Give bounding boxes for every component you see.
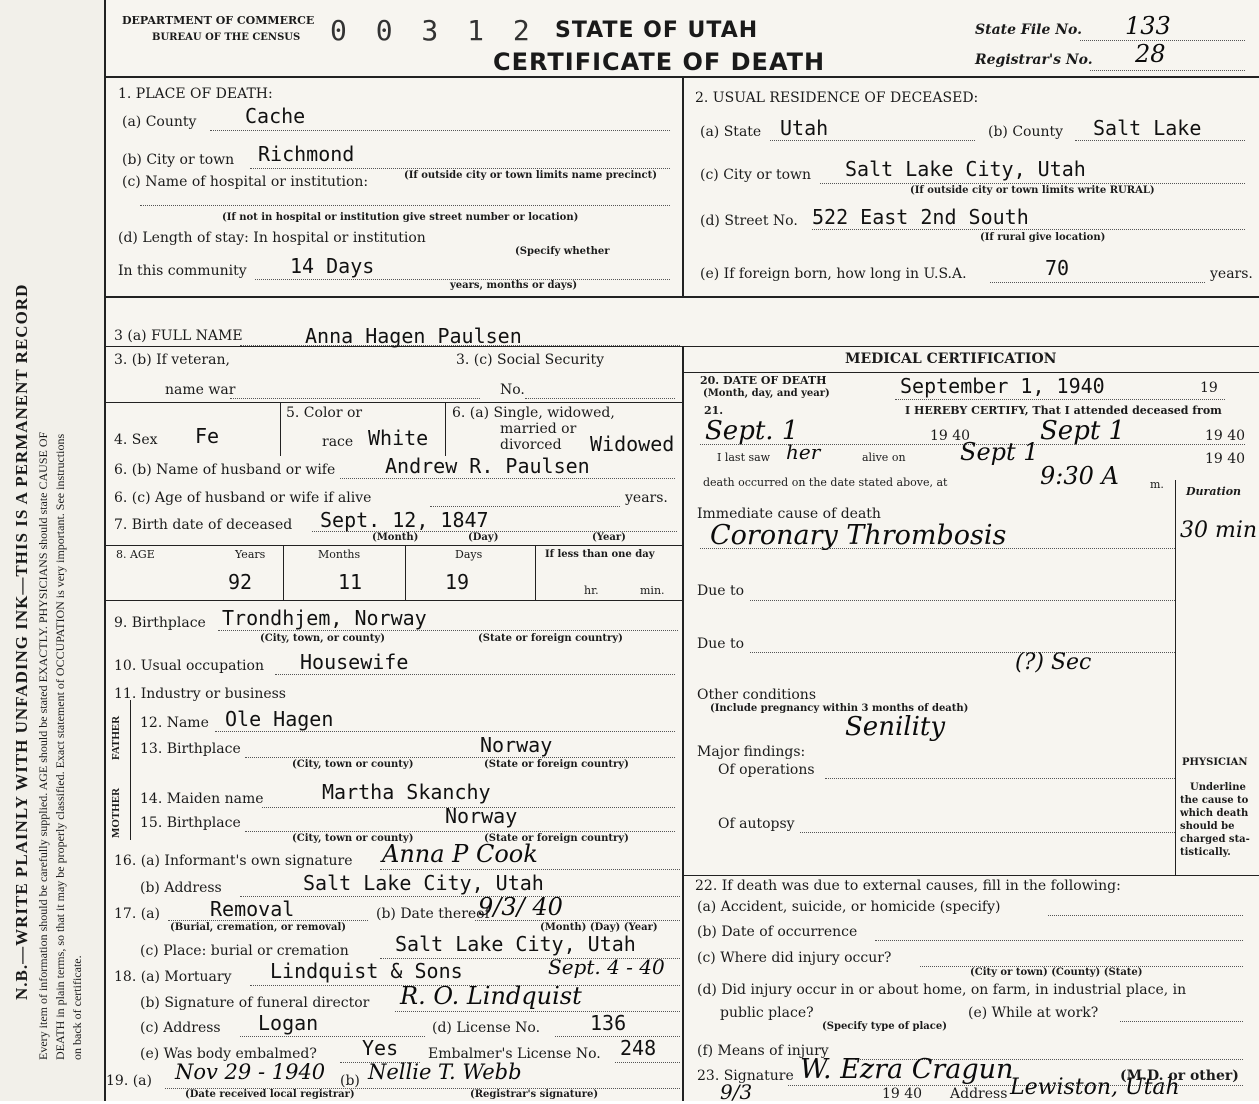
hospital-label: (c) Name of hospital or institution: [122,174,369,190]
age-years-label: Years [235,548,266,561]
filed-date: Nov 29 - 1940 [175,1060,326,1084]
birth-date-value: Sept. 12, 1847 [320,508,489,532]
ss-number-label: No. [500,382,525,398]
informant-address: Salt Lake City, Utah [303,871,544,895]
physician-label: PHYSICIAN [1182,757,1248,768]
rule [380,869,680,870]
mortuary-label: 18. (a) Mortuary [114,969,232,985]
rule [1120,1021,1243,1022]
registrar-number: 28 [1135,40,1166,68]
city-county-note: (City, town, or county) [260,633,385,644]
rule [812,229,1245,230]
due-to-1-label: Due to [697,583,745,599]
rule [825,778,1175,779]
instruction-line: DEATH in plain terms, so that it may be properly classified. Exact statement of OCCUPATION is very important. See instructions [53,433,67,1060]
res-state-value: Utah [780,116,829,140]
marital-label-3: divorced [500,437,562,453]
race-label: race [322,434,354,450]
res-county-label: (b) County [988,124,1064,140]
age-label: 8. AGE [116,548,155,561]
mortuary-address: Logan [258,1011,319,1035]
injury-place-label: (d) Did injury occur in or about home, on farm, in industrial place, in [697,982,1187,998]
rule [140,205,670,206]
informant-address-label: (b) Address [140,880,222,896]
rule [1048,915,1243,916]
attended-to: Sept 1 [1040,416,1126,446]
date-of-occurrence-label: (b) Date of occurrence [697,924,858,940]
rule [395,1011,680,1012]
dod-19-label: 19 [1200,380,1218,396]
mother-side-label: MOTHER [110,787,122,838]
last-saw-label: I last saw [717,451,771,464]
age-days-label: Days [455,548,483,561]
foreign-born-value: 70 [1045,256,1070,280]
age-months-value: 11 [338,570,363,594]
serial-stamp: 0 0 3 1 2 [330,14,536,47]
informant-signature: Anna P Cook [382,840,538,868]
city-value: Richmond [258,142,355,166]
rule [230,398,480,399]
registrar-signature: Nellie T. Webb [368,1060,522,1084]
industry-label: 11. Industry or business [114,686,286,702]
injury-location-note: (City or town) (County) (State) [970,967,1143,978]
state-file-number: 133 [1125,12,1171,40]
last-saw-value: Sept 1 [960,438,1039,466]
father-birthplace-label: 13. Birthplace [140,741,241,757]
filed-label: 19. (a) [106,1073,152,1089]
rural-city-note: (If outside city or town limits write RURAL) [910,185,1155,196]
rule [210,130,670,131]
certificate-title: CERTIFICATE OF DEATH [493,48,826,76]
spouse-value: Andrew R. Paulsen [385,454,590,478]
instruction-line: Every item of information should be carefully supplied. AGE should be stated EXACTLY. PHYSICIANS should state CAUSE OF [36,431,50,1060]
divider [405,545,406,600]
at-work-label: (e) While at work? [968,1005,1099,1021]
stay-label: (d) Length of stay: In hospital or institution [118,230,426,246]
signature-label: 23. Signature [697,1068,794,1084]
res-state-label: (a) State [700,124,762,140]
veteran-label: 3. (b) If veteran, [114,352,230,368]
accident-label: (a) Accident, suicide, or homicide (specify) [697,899,1001,915]
foreign-born-label: (e) If foreign born, how long in U.S.A. [700,266,967,282]
other-conditions-value: Senility [845,712,946,742]
mother-name-value: Martha Skanchy [322,780,491,804]
license-label: (d) License No. [432,1020,541,1036]
rule [218,630,678,631]
divider [104,402,682,403]
signature-address: Lewiston, Utah [1010,1075,1180,1100]
rule [240,896,680,897]
rule [275,674,675,675]
injury-location-label: (c) Where did injury occur? [697,950,892,966]
embalmed-label: (e) Was body embalmed? [140,1046,317,1062]
father-birthplace-value: Norway [480,733,553,757]
underline-note-6: tistically. [1180,847,1231,858]
rule [245,831,675,832]
divider [1175,480,1176,875]
divider [682,76,684,298]
hr-label: hr. [584,584,599,597]
street-note: (If not in hospital or institution give street number or location) [222,212,579,223]
mother-name-label: 14. Maiden name [140,791,264,807]
day-note: (Day) [468,532,499,543]
divider [104,296,1259,298]
marital-label-2: married or [500,421,577,437]
rule [1075,140,1245,141]
marital-label: 6. (a) Single, widowed, [452,405,615,421]
rule [615,1062,680,1063]
disposition-label: 17. (a) [114,906,160,922]
community-value: 14 Days [290,254,375,278]
divider [104,600,682,601]
full-name-value: Anna Hagen Paulsen [305,324,522,348]
war-label: name war [165,382,236,398]
divider [283,545,284,600]
time-of-death: 9:30 A [1040,462,1119,490]
funeral-director-signature: R. O. Lindquist [400,982,582,1010]
father-side-label: FATHER [110,715,122,760]
divider [535,545,536,600]
mdy-note: (Month) (Day) (Year) [540,922,658,933]
instruction-line: on back of certificate. [70,955,84,1060]
informant-label: 16. (a) Informant's own signature [114,853,353,869]
rule [875,940,1243,941]
rule [250,168,670,169]
age-days-value: 19 [445,570,470,594]
m-label: m. [1150,478,1164,491]
last-saw-pronoun: her [786,440,821,464]
divider [684,372,1259,373]
full-name-label: 3 (a) FULL NAME [114,328,243,344]
disposition-date-label: (b) Date thereof [376,906,490,922]
mother-birthplace-value: Norway [445,804,518,828]
license-value: 136 [590,1011,627,1035]
occupation-value: Housewife [300,650,409,674]
department-label: DEPARTMENT OF COMMERCE [122,14,315,27]
operations-label: Of operations [718,762,815,778]
divider [445,402,446,456]
certify-text: I HEREBY CERTIFY, That I attended deceased from [905,404,1222,417]
permanent-record-notice: N.B.—WRITE PLAINLY WITH UNFADING INK—THIS IS A PERMANENT RECORD [12,283,31,1000]
date-of-death-note: (Month, day, and year) [703,388,830,399]
registrar-label: Registrar's No. [975,52,1093,68]
mortuary-value: Lindquist & Sons [270,959,463,983]
rule [245,757,675,758]
rule [525,398,675,399]
other-conditions-mark: (?) Sec [1015,650,1092,675]
time-label: death occurred on the date stated above, at [703,476,948,489]
rule [750,600,1175,601]
registrar-note: (Registrar's signature) [470,1089,599,1100]
bureau-label: BUREAU OF THE CENSUS [152,32,301,43]
rule [430,506,620,507]
divider [682,346,684,1101]
signature-year: 19 40 [882,1086,923,1102]
years-label: years. [625,490,668,506]
birthplace-value: Trondhjem, Norway [222,606,427,630]
ymd-note: years, months or days) [450,280,578,291]
state-country-note: (State or foreign country) [484,759,629,770]
divider [104,545,682,546]
hospital-note: (If outside city or town limits name precinct) [404,170,657,181]
embalmer-license-label: Embalmer's License No. [428,1046,601,1062]
county-value: Cache [245,104,306,128]
res-street-label: (d) Street No. [700,213,798,229]
state-title: STATE OF UTAH [555,18,759,43]
sex-value: Fe [195,424,220,448]
underline-note-2: the cause to [1180,795,1249,806]
father-name-label: 12. Name [140,715,209,731]
specify-note: (Specify whether [515,246,610,257]
physician-signature: W. Ezra Cragun [800,1054,1014,1085]
cause-duration: 30 min [1180,518,1258,543]
rule [340,478,675,479]
registrar-signature-label: (b) [340,1073,360,1089]
rule [1090,70,1245,71]
state-country-note: (State or foreign country) [484,833,629,844]
medical-certification-title: MEDICAL CERTIFICATION [845,351,1057,367]
spouse-label: 6. (b) Name of husband or wife [114,462,336,478]
place-type-note: (Specify type of place) [822,1021,947,1032]
community-label: In this community [118,263,247,279]
rule [215,731,675,732]
age-years-value: 92 [228,570,253,594]
res-county-value: Salt Lake [1093,116,1202,140]
embalmed-value: Yes [362,1036,399,1060]
due-to-2-label: Due to [697,636,745,652]
rule [770,140,975,141]
less-than-day-label: If less than one day [545,549,655,560]
md-label: (M.D. or other) [1120,1068,1239,1084]
date-of-death-value: September 1, 1940 [900,374,1105,398]
duration-label: Duration [1186,485,1242,498]
divider [684,875,1259,876]
birth-date-label: 7. Birth date of deceased [114,517,293,533]
filed-note: (Date received local registrar) [185,1089,355,1100]
autopsy-label: Of autopsy [718,816,795,832]
rural-location-note: (If rural give location) [980,232,1106,243]
underline-note-5: charged sta- [1180,834,1250,845]
rule [990,282,1205,283]
years-label: years. [1210,266,1253,282]
signature-date: 9/3 [720,1080,753,1104]
birthplace-label: 9. Birthplace [114,615,206,631]
social-security-label: 3. (c) Social Security [456,352,605,368]
burial-value: Salt Lake City, Utah [395,932,636,956]
underline-note-1: Underline [1190,782,1246,793]
immediate-cause-label: Immediate cause of death [697,506,881,522]
funeral-director-label: (b) Signature of funeral director [140,995,370,1011]
color-label: 5. Color or [286,405,363,421]
city-label: (b) City or town [122,152,235,168]
instructions-sidebar [0,0,106,1101]
res-city-value: Salt Lake City, Utah [845,157,1086,181]
date-of-death-label: 20. DATE OF DEATH [700,374,827,387]
place-of-death-title: 1. PLACE OF DEATH: [118,86,273,102]
signature-address-label: Address [950,1086,1008,1102]
res-street-value: 522 East 2nd South [812,205,1029,229]
rule [555,1036,680,1037]
rule [895,399,1225,400]
embalmer-license-value: 248 [620,1036,657,1060]
rule [820,183,1245,184]
month-note: (Month) [372,532,419,543]
spouse-age-label: 6. (c) Age of husband or wife if alive [114,490,372,506]
mortuary-date: Sept. 4 - 40 [548,955,665,979]
city-county-note: (City, town or county) [292,759,414,770]
mortuary-address-label: (c) Address [140,1020,221,1036]
major-findings-label: Major findings: [697,744,806,760]
disposition-note: (Burial, cremation, or removal) [170,922,346,933]
state-file-label: State File No. [975,22,1083,38]
external-causes-title: 22. If death was due to external causes, fill in the following: [695,878,1121,894]
attended-year-2: 19 40 [1205,428,1246,444]
county-label: (a) County [122,114,197,130]
underline-note-4: should be [1180,821,1235,832]
other-conditions-label: Other conditions [697,687,817,703]
residence-title: 2. USUAL RESIDENCE OF DECEASED: [695,90,979,106]
divider [130,700,131,840]
occupation-label: 10. Usual occupation [114,658,264,674]
sex-label: 4. Sex [114,432,158,448]
burial-label: (c) Place: burial or cremation [140,943,349,959]
certify-number: 21. [704,404,724,417]
year-note: (Year) [592,532,626,543]
min-label: min. [640,584,665,597]
disposition-date: 9/3/ 40 [478,893,563,921]
alive-on-label: alive on [862,451,906,464]
divider [280,402,281,456]
city-county-note: (City, town or county) [292,833,414,844]
means-of-injury-label: (f) Means of injury [697,1043,829,1059]
mother-birthplace-label: 15. Birthplace [140,815,241,831]
attended-year-1: 19 40 [930,428,971,444]
last-saw-year: 19 40 [1205,451,1246,467]
underline-note-3: which death [1180,808,1249,819]
age-months-label: Months [318,548,361,561]
attended-from: Sept. 1 [705,416,799,446]
public-place-label: public place? [720,1005,814,1021]
race-value: White [368,426,429,450]
rule [700,548,1175,549]
pregnancy-note: (Include pregnancy within 3 months of death) [710,703,969,714]
father-name-value: Ole Hagen [225,707,334,731]
res-city-label: (c) City or town [700,167,812,183]
immediate-cause-value: Coronary Thrombosis [710,520,1007,551]
state-country-note: (State or foreign country) [478,633,623,644]
rule [800,832,1175,833]
rule [750,652,1175,653]
marital-value: Widowed [590,432,675,456]
disposition-value: Removal [210,897,295,921]
